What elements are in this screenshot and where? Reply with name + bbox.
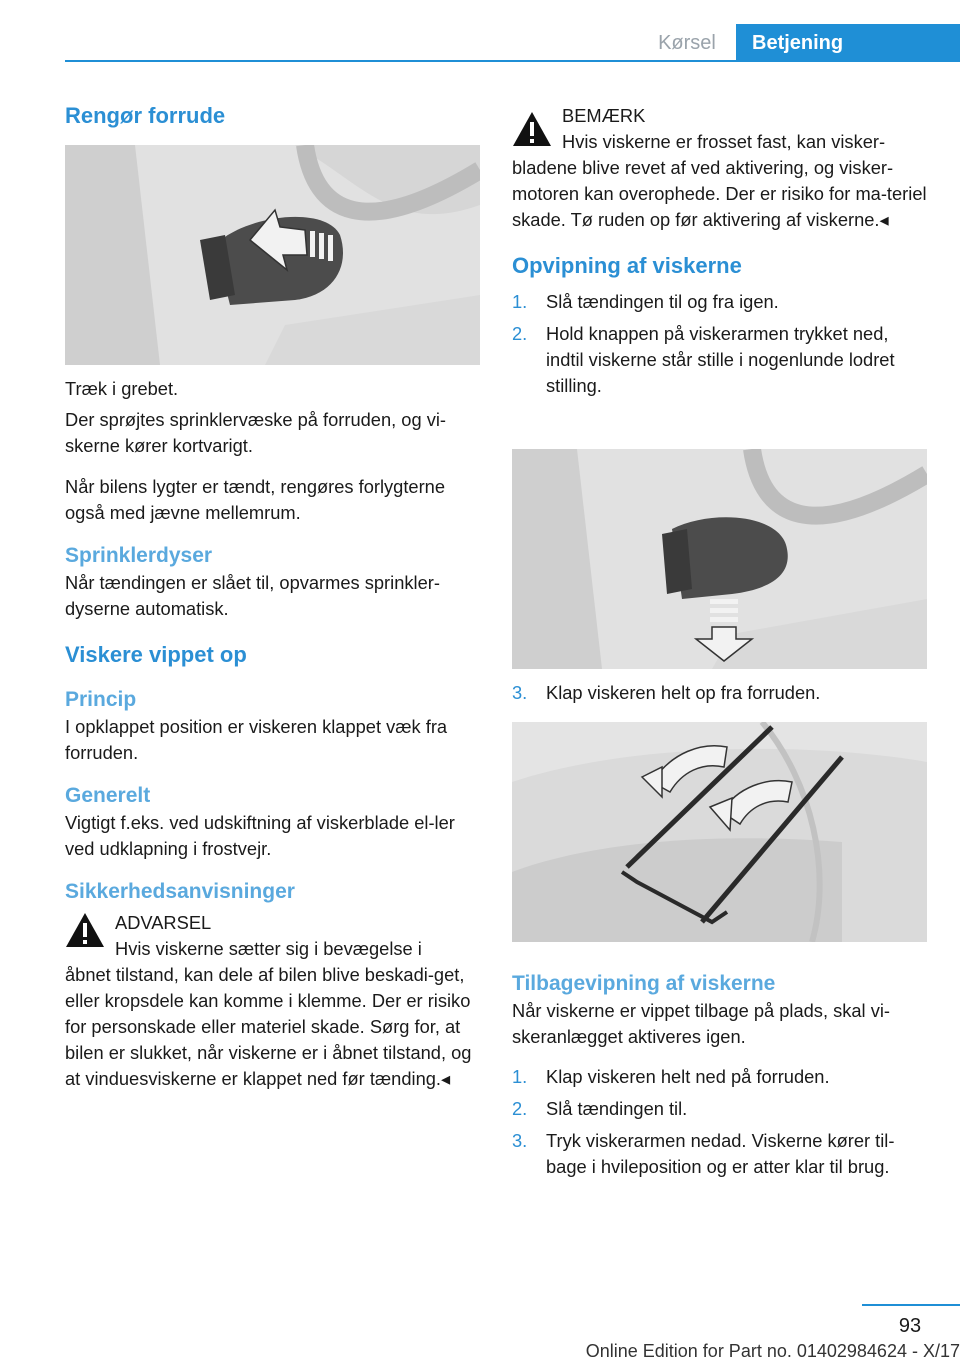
wipers-folded-up-illustration — [512, 722, 927, 942]
list-item — [512, 680, 927, 706]
right-column — [512, 103, 927, 399]
notice-first-line: Hvis viskerne er frosset fast, kan visker- — [562, 131, 886, 152]
heading-principle: Princip — [65, 688, 137, 711]
fold-down-steps — [512, 1064, 927, 1180]
heading-general: Generelt — [65, 784, 151, 807]
step-number: 1. — [512, 1066, 528, 1087]
heading-clean-windshield: Rengør forrude — [65, 103, 226, 128]
step-number: 1. — [512, 291, 528, 312]
wiper-stalk-press-illustration — [512, 449, 927, 669]
notice-text: bladene blive revet af ved aktivering, og visker-motoren kan overophede. Der er risiko for ma-teriel skade. Tø ruden op før aktivering af viskerne.◂ — [512, 157, 927, 230]
text-fold-down: Når viskerne er vippet tilbage på plads, skal vi-skeranlægget aktiveres igen. — [512, 1000, 890, 1047]
text-general: Vigtigt f.eks. ved udskiftning af viskerblade el-ler ved udklapning i frostvejr. — [65, 812, 455, 859]
warning-text: åbnet tilstand, kan dele af bilen blive beskadi-get, eller kropsdele kan komme i klemme. Der er risiko for personskade eller materiel skade. Sørg for, at bilen er slukket, når viskerne er i åbnet tilstand, og at vinduesviskerne er klappet ned før tænding.◂ — [65, 964, 472, 1089]
heading-fold-down: Tilbagevipning af viskerne — [512, 972, 776, 995]
heading-nozzles: Sprinklerdyser — [65, 544, 213, 567]
footer-rule — [862, 1304, 960, 1306]
edition-note: Online Edition for Part no. 01402984624 - X/17 — [585, 1341, 960, 1361]
list-item — [512, 1064, 927, 1090]
left-column-body — [65, 376, 480, 1092]
step-number: 2. — [512, 323, 528, 344]
warning-block — [65, 910, 480, 1092]
header-rule — [65, 60, 960, 62]
section-tab[interactable]: Betjening — [736, 24, 960, 62]
fold-up-steps — [512, 289, 927, 399]
wiper-stalk-pull-illustration — [65, 145, 480, 365]
step-text: Klap viskeren helt op fra forruden. — [546, 682, 821, 703]
step-text: Slå tændingen til. — [546, 1098, 688, 1119]
step-text: Hold knappen på viskerarmen trykket ned, indtil viskerne står stille i nogenlunde lodret stilling. — [546, 323, 895, 396]
warning-triangle-icon — [512, 111, 552, 147]
notice-block — [512, 103, 927, 233]
text-nozzles: Når tændingen er slået til, opvarmes sprinkler-dyserne automatisk. — [65, 572, 440, 619]
list-item — [512, 1096, 927, 1122]
heading-wipers-folded: Viskere vippet op — [65, 642, 247, 667]
warning-title: ADVARSEL — [115, 912, 212, 933]
heading-safety: Sikkerhedsanvisninger — [65, 880, 295, 903]
list-item — [512, 1128, 927, 1180]
notice-title: BEMÆRK — [562, 105, 646, 126]
step-text: Slå tændingen til og fra igen. — [546, 291, 779, 312]
step-text: Klap viskeren helt ned på forruden. — [546, 1066, 830, 1087]
right-step3 — [512, 680, 927, 706]
step-text: Tryk viskerarmen nedad. Viskerne kører til-bage i hvileposition og er atter klar til brug. — [546, 1130, 895, 1177]
left-column — [65, 101, 480, 131]
text-spray: Der sprøjtes sprinklervæske på forruden, og vi-skerne kører kortvarigt. — [65, 409, 446, 456]
step-number: 2. — [512, 1098, 528, 1119]
warning-triangle-icon — [65, 912, 105, 948]
right-column-bottom — [512, 970, 927, 1180]
text-principle: I opklappet position er viskeren klappet væk fra forruden. — [65, 716, 448, 763]
warning-first-line: Hvis viskerne sætter sig i bevægelse i — [115, 938, 422, 959]
step-number: 3. — [512, 1130, 528, 1151]
text-headlights: Når bilens lygter er tændt, rengøres forlygterne også med jævne mellemrum. — [65, 476, 446, 523]
chapter-tab[interactable]: Kørsel — [658, 31, 716, 54]
text-pull-lever: Træk i grebet. — [65, 378, 179, 399]
list-item — [512, 321, 927, 399]
list-item — [512, 289, 927, 315]
heading-fold-up: Opvipning af viskerne — [512, 253, 742, 278]
fold-up-step-3 — [512, 680, 927, 706]
step-number: 3. — [512, 682, 528, 703]
page-number: 93 — [898, 1315, 922, 1337]
